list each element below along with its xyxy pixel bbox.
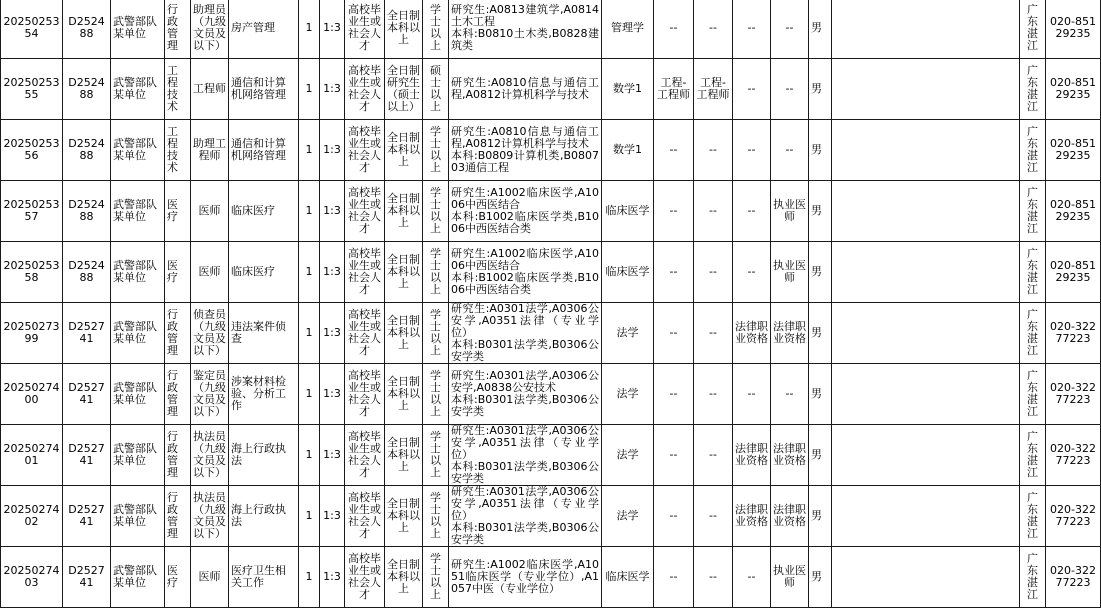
exam-category-cell[interactable]: 数学1: [602, 120, 654, 181]
hire-count-cell[interactable]: 1: [299, 364, 320, 425]
region-cell[interactable]: 广东湛江: [1020, 425, 1046, 486]
education-cell[interactable]: 全日制本科以上: [385, 425, 423, 486]
major-cell[interactable]: 研究生:A0301法学,A0306公安学,A0838公安技术 本科:B0301法学类,B0306公安学类: [449, 364, 602, 425]
certificate-1-cell[interactable]: --: [733, 181, 771, 242]
phone-cell[interactable]: 020-85129235: [1046, 120, 1101, 181]
major-cell[interactable]: 研究生:A1002临床医学,A1006中西医结合 本科:B1002临床医学类,B1006中西医结合类: [449, 181, 602, 242]
position-code-cell[interactable]: 2025025356: [1, 120, 63, 181]
exam-category-cell[interactable]: 临床医学: [602, 181, 654, 242]
unit-code-cell[interactable]: D252741: [63, 303, 111, 364]
degree-cell[interactable]: 学士以上: [423, 425, 449, 486]
category-cell[interactable]: 行政管理: [165, 303, 191, 364]
category-cell[interactable]: 医疗: [165, 181, 191, 242]
major-cell[interactable]: 研究生:A1002临床医学,A1051临床医学（专业学位）,A1057中医（专业学位）: [449, 547, 602, 608]
major-cell[interactable]: 研究生:A0301法学,A0306公安学,A0351法律（专业学位） 本科:B0301法学类,B0306公安学类: [449, 303, 602, 364]
exam-category-cell[interactable]: 法学: [602, 486, 654, 547]
position-name-cell[interactable]: 鉴定员（九级文员及以下）: [191, 364, 229, 425]
exam-category-cell[interactable]: 数学1: [602, 59, 654, 120]
employer-cell[interactable]: 武警部队某单位: [111, 364, 165, 425]
phone-cell[interactable]: 020-32277223: [1046, 547, 1101, 608]
exam-category-cell[interactable]: 临床医学: [602, 242, 654, 303]
written-subject-2-cell[interactable]: --: [694, 486, 733, 547]
position-desc-cell[interactable]: 海上行政执法: [229, 425, 299, 486]
hire-count-cell[interactable]: 1: [299, 486, 320, 547]
region-cell[interactable]: 广东湛江: [1020, 59, 1046, 120]
source-cell[interactable]: 高校毕业生或社会人才: [345, 59, 385, 120]
certificate-2-cell[interactable]: 执业医师: [771, 181, 809, 242]
written-subject-2-cell[interactable]: 工程-工程师: [694, 59, 733, 120]
table-row: [1, 0, 1101, 59]
certificate-1-cell[interactable]: --: [733, 120, 771, 181]
written-subject-2-cell[interactable]: --: [694, 547, 733, 608]
category-cell[interactable]: 行政管理: [165, 0, 191, 59]
exam-category-cell[interactable]: 临床医学: [602, 547, 654, 608]
major-cell[interactable]: 研究生:A0301法学,A0306公安学,A0351法律（专业学位） 本科:B0301法学类,B0306公安学类: [449, 486, 602, 547]
phone-cell[interactable]: 020-85129235: [1046, 181, 1101, 242]
gender-cell[interactable]: 男: [809, 120, 832, 181]
education-cell[interactable]: 全日制本科以上: [385, 364, 423, 425]
major-cell[interactable]: 研究生:A0813建筑学,A0814土木工程 本科:B0810土木类,B0828建筑类: [449, 0, 602, 59]
certificate-2-cell[interactable]: 法律职业资格: [771, 486, 809, 547]
region-cell[interactable]: 广东湛江: [1020, 486, 1046, 547]
ratio-cell[interactable]: 1:3: [320, 0, 345, 59]
degree-cell[interactable]: 学士以上: [423, 181, 449, 242]
gender-cell[interactable]: 男: [809, 181, 832, 242]
hire-count-cell[interactable]: 1: [299, 242, 320, 303]
table-row: [1, 364, 1101, 425]
major-cell[interactable]: 研究生:A0810信息与通信工程,A0812计算机科学与技术: [449, 59, 602, 120]
employer-cell[interactable]: 武警部队某单位: [111, 120, 165, 181]
unit-code-cell[interactable]: D252741: [63, 425, 111, 486]
gender-cell[interactable]: 男: [809, 303, 832, 364]
degree-cell[interactable]: 学士以上: [423, 0, 449, 59]
table-row: [1, 425, 1101, 486]
certificate-1-cell[interactable]: --: [733, 242, 771, 303]
note-cell[interactable]: [832, 547, 1020, 608]
note-cell[interactable]: [832, 59, 1020, 120]
certificate-1-cell[interactable]: --: [733, 0, 771, 59]
note-cell[interactable]: [832, 242, 1020, 303]
education-cell[interactable]: 全日制本科以上: [385, 0, 423, 59]
written-subject-2-cell[interactable]: --: [694, 0, 733, 59]
phone-cell[interactable]: 020-32277223: [1046, 303, 1101, 364]
degree-cell[interactable]: 学士以上: [423, 547, 449, 608]
written-subject-1-cell[interactable]: --: [654, 120, 694, 181]
phone-cell[interactable]: 020-85129235: [1046, 0, 1101, 59]
certificate-2-cell[interactable]: --: [771, 59, 809, 120]
source-cell[interactable]: 高校毕业生或社会人才: [345, 486, 385, 547]
position-code-cell[interactable]: 2025025355: [1, 59, 63, 120]
certificate-1-cell[interactable]: --: [733, 364, 771, 425]
certificate-2-cell[interactable]: 执业医师: [771, 242, 809, 303]
degree-cell[interactable]: 学士以上: [423, 242, 449, 303]
phone-cell[interactable]: 020-85129235: [1046, 242, 1101, 303]
education-cell[interactable]: 全日制本科以上: [385, 181, 423, 242]
position-desc-cell[interactable]: 涉案材料检验、分析工作: [229, 364, 299, 425]
position-name-cell[interactable]: 医师: [191, 242, 229, 303]
category-cell[interactable]: 行政管理: [165, 486, 191, 547]
position-desc-cell[interactable]: 医疗卫生相关工作: [229, 547, 299, 608]
unit-code-cell[interactable]: D252741: [63, 364, 111, 425]
exam-category-cell[interactable]: 法学: [602, 303, 654, 364]
exam-category-cell[interactable]: 管理学: [602, 0, 654, 59]
note-cell[interactable]: [832, 0, 1020, 59]
position-code-cell[interactable]: 2025027399: [1, 303, 63, 364]
employer-cell[interactable]: 武警部队某单位: [111, 486, 165, 547]
region-cell[interactable]: 广东湛江: [1020, 120, 1046, 181]
written-subject-2-cell[interactable]: --: [694, 181, 733, 242]
gender-cell[interactable]: 男: [809, 486, 832, 547]
unit-code-cell[interactable]: D252741: [63, 547, 111, 608]
category-cell[interactable]: 工程技术: [165, 120, 191, 181]
position-name-cell[interactable]: 医师: [191, 181, 229, 242]
employer-cell[interactable]: 武警部队某单位: [111, 0, 165, 59]
written-subject-1-cell[interactable]: --: [654, 303, 694, 364]
written-subject-1-cell[interactable]: --: [654, 547, 694, 608]
degree-cell[interactable]: 学士以上: [423, 486, 449, 547]
education-cell[interactable]: 全日制本科以上: [385, 486, 423, 547]
region-cell[interactable]: 广东湛江: [1020, 364, 1046, 425]
written-subject-2-cell[interactable]: --: [694, 242, 733, 303]
phone-cell[interactable]: 020-85129235: [1046, 59, 1101, 120]
written-subject-1-cell[interactable]: 工程-工程师: [654, 59, 694, 120]
certificate-2-cell[interactable]: 法律职业资格: [771, 303, 809, 364]
unit-code-cell[interactable]: D252488: [63, 59, 111, 120]
source-cell[interactable]: 高校毕业生或社会人才: [345, 547, 385, 608]
position-desc-cell[interactable]: 房产管理: [229, 0, 299, 59]
table-row: [1, 303, 1101, 364]
major-cell[interactable]: 研究生:A1002临床医学,A1006中西医结合 本科:B1002临床医学类,B1006中西医结合类: [449, 242, 602, 303]
source-cell[interactable]: 高校毕业生或社会人才: [345, 120, 385, 181]
source-cell[interactable]: 高校毕业生或社会人才: [345, 303, 385, 364]
category-cell[interactable]: 医疗: [165, 242, 191, 303]
employer-cell[interactable]: 武警部队某单位: [111, 59, 165, 120]
region-cell[interactable]: 广东湛江: [1020, 181, 1046, 242]
degree-cell[interactable]: 学士以上: [423, 364, 449, 425]
certificate-1-cell[interactable]: 法律职业资格: [733, 486, 771, 547]
ratio-cell[interactable]: 1:3: [320, 59, 345, 120]
position-name-cell[interactable]: 侦查员（九级文员及以下）: [191, 303, 229, 364]
position-code-cell[interactable]: 2025027400: [1, 364, 63, 425]
unit-code-cell[interactable]: D252741: [63, 486, 111, 547]
position-name-cell[interactable]: 医师: [191, 547, 229, 608]
table-row: [1, 181, 1101, 242]
hire-count-cell[interactable]: 1: [299, 59, 320, 120]
position-desc-cell[interactable]: 违法案件侦查: [229, 303, 299, 364]
certificate-2-cell[interactable]: --: [771, 364, 809, 425]
employer-cell[interactable]: 武警部队某单位: [111, 181, 165, 242]
note-cell[interactable]: [832, 425, 1020, 486]
note-cell[interactable]: [832, 303, 1020, 364]
employer-cell[interactable]: 武警部队某单位: [111, 547, 165, 608]
region-cell[interactable]: 广东湛江: [1020, 547, 1046, 608]
ratio-cell[interactable]: 1:3: [320, 181, 345, 242]
position-code-cell[interactable]: 2025027402: [1, 486, 63, 547]
source-cell[interactable]: 高校毕业生或社会人才: [345, 0, 385, 59]
written-subject-1-cell[interactable]: --: [654, 364, 694, 425]
gender-cell[interactable]: 男: [809, 0, 832, 59]
education-cell[interactable]: 全日制本科以上: [385, 303, 423, 364]
source-cell[interactable]: 高校毕业生或社会人才: [345, 181, 385, 242]
table-row: [1, 242, 1101, 303]
position-name-cell[interactable]: 工程师: [191, 59, 229, 120]
position-code-cell[interactable]: 2025027403: [1, 547, 63, 608]
position-desc-cell[interactable]: 通信和计算机网络管理: [229, 59, 299, 120]
employer-cell[interactable]: 武警部队某单位: [111, 242, 165, 303]
unit-code-cell[interactable]: D252488: [63, 242, 111, 303]
region-cell[interactable]: 广东湛江: [1020, 0, 1046, 59]
hire-count-cell[interactable]: 1: [299, 181, 320, 242]
gender-cell[interactable]: 男: [809, 547, 832, 608]
note-cell[interactable]: [832, 120, 1020, 181]
phone-cell[interactable]: 020-32277223: [1046, 364, 1101, 425]
position-desc-cell[interactable]: 临床医疗: [229, 242, 299, 303]
written-subject-2-cell[interactable]: --: [694, 120, 733, 181]
table-row: [1, 547, 1101, 608]
ratio-cell[interactable]: 1:3: [320, 364, 345, 425]
education-cell[interactable]: 全日制研究生（硕士以上）: [385, 59, 423, 120]
position-desc-cell[interactable]: 海上行政执法: [229, 486, 299, 547]
hire-count-cell[interactable]: 1: [299, 303, 320, 364]
ratio-cell[interactable]: 1:3: [320, 486, 345, 547]
unit-code-cell[interactable]: D252488: [63, 0, 111, 59]
category-cell[interactable]: 医疗: [165, 547, 191, 608]
position-code-cell[interactable]: 2025027401: [1, 425, 63, 486]
certificate-1-cell[interactable]: --: [733, 59, 771, 120]
written-subject-2-cell[interactable]: --: [694, 425, 733, 486]
category-cell[interactable]: 行政管理: [165, 425, 191, 486]
position-code-cell[interactable]: 2025025357: [1, 181, 63, 242]
ratio-cell[interactable]: 1:3: [320, 425, 345, 486]
category-cell[interactable]: 工程技术: [165, 59, 191, 120]
note-cell[interactable]: [832, 486, 1020, 547]
gender-cell[interactable]: 男: [809, 364, 832, 425]
certificate-1-cell[interactable]: --: [733, 547, 771, 608]
region-cell[interactable]: 广东湛江: [1020, 242, 1046, 303]
degree-cell[interactable]: 硕士以上: [423, 59, 449, 120]
ratio-cell[interactable]: 1:3: [320, 547, 345, 608]
gender-cell[interactable]: 男: [809, 242, 832, 303]
written-subject-1-cell[interactable]: --: [654, 486, 694, 547]
position-code-cell[interactable]: 2025025354: [1, 0, 63, 59]
position-name-cell[interactable]: 助理员（九级文员及以下）: [191, 0, 229, 59]
education-cell[interactable]: 全日制本科以上: [385, 120, 423, 181]
employer-cell[interactable]: 武警部队某单位: [111, 425, 165, 486]
table-row: [1, 59, 1101, 120]
source-cell[interactable]: 高校毕业生或社会人才: [345, 242, 385, 303]
region-cell[interactable]: 广东湛江: [1020, 303, 1046, 364]
degree-cell[interactable]: 学士以上: [423, 303, 449, 364]
phone-cell[interactable]: 020-32277223: [1046, 486, 1101, 547]
hire-count-cell[interactable]: 1: [299, 0, 320, 59]
education-cell[interactable]: 全日制本科以上: [385, 547, 423, 608]
certificate-2-cell[interactable]: 法律职业资格: [771, 425, 809, 486]
employer-cell[interactable]: 武警部队某单位: [111, 303, 165, 364]
ratio-cell[interactable]: 1:3: [320, 242, 345, 303]
certificate-1-cell[interactable]: 法律职业资格: [733, 425, 771, 486]
position-name-cell[interactable]: 执法员（九级文员及以下）: [191, 486, 229, 547]
certificate-2-cell[interactable]: --: [771, 120, 809, 181]
position-desc-cell[interactable]: 临床医疗: [229, 181, 299, 242]
phone-cell[interactable]: 020-32277223: [1046, 425, 1101, 486]
position-code-cell[interactable]: 2025025358: [1, 242, 63, 303]
written-subject-2-cell[interactable]: --: [694, 364, 733, 425]
source-cell[interactable]: 高校毕业生或社会人才: [345, 364, 385, 425]
table-row: [1, 120, 1101, 181]
written-subject-2-cell[interactable]: --: [694, 303, 733, 364]
gender-cell[interactable]: 男: [809, 59, 832, 120]
table-row: [1, 486, 1101, 547]
major-cell[interactable]: 研究生:A0301法学,A0306公安学,A0351法律（专业学位） 本科:B0301法学类,B0306公安学类: [449, 425, 602, 486]
certificate-2-cell[interactable]: 执业医师: [771, 547, 809, 608]
gender-cell[interactable]: 男: [809, 425, 832, 486]
exam-category-cell[interactable]: 法学: [602, 425, 654, 486]
written-subject-1-cell[interactable]: --: [654, 181, 694, 242]
ratio-cell[interactable]: 1:3: [320, 120, 345, 181]
category-cell[interactable]: 行政管理: [165, 364, 191, 425]
certificate-1-cell[interactable]: 法律职业资格: [733, 303, 771, 364]
unit-code-cell[interactable]: D252488: [63, 120, 111, 181]
certificate-2-cell[interactable]: --: [771, 0, 809, 59]
exam-category-cell[interactable]: 法学: [602, 364, 654, 425]
source-cell[interactable]: 高校毕业生或社会人才: [345, 425, 385, 486]
written-subject-1-cell[interactable]: --: [654, 425, 694, 486]
education-cell[interactable]: 全日制本科以上: [385, 242, 423, 303]
hire-count-cell[interactable]: 1: [299, 547, 320, 608]
ratio-cell[interactable]: 1:3: [320, 303, 345, 364]
hire-count-cell[interactable]: 1: [299, 425, 320, 486]
position-desc-cell[interactable]: 通信和计算机网络管理: [229, 120, 299, 181]
written-subject-1-cell[interactable]: --: [654, 0, 694, 59]
unit-code-cell[interactable]: D252488: [63, 181, 111, 242]
major-cell[interactable]: 研究生:A0810信息与通信工程,A0812计算机科学与技术 本科:B0809计算机类,B080703通信工程: [449, 120, 602, 181]
position-name-cell[interactable]: 执法员（九级文员及以下）: [191, 425, 229, 486]
degree-cell[interactable]: 学士以上: [423, 120, 449, 181]
hire-count-cell[interactable]: 1: [299, 120, 320, 181]
note-cell[interactable]: [832, 181, 1020, 242]
written-subject-1-cell[interactable]: --: [654, 242, 694, 303]
position-name-cell[interactable]: 助理工程师: [191, 120, 229, 181]
note-cell[interactable]: [832, 364, 1020, 425]
